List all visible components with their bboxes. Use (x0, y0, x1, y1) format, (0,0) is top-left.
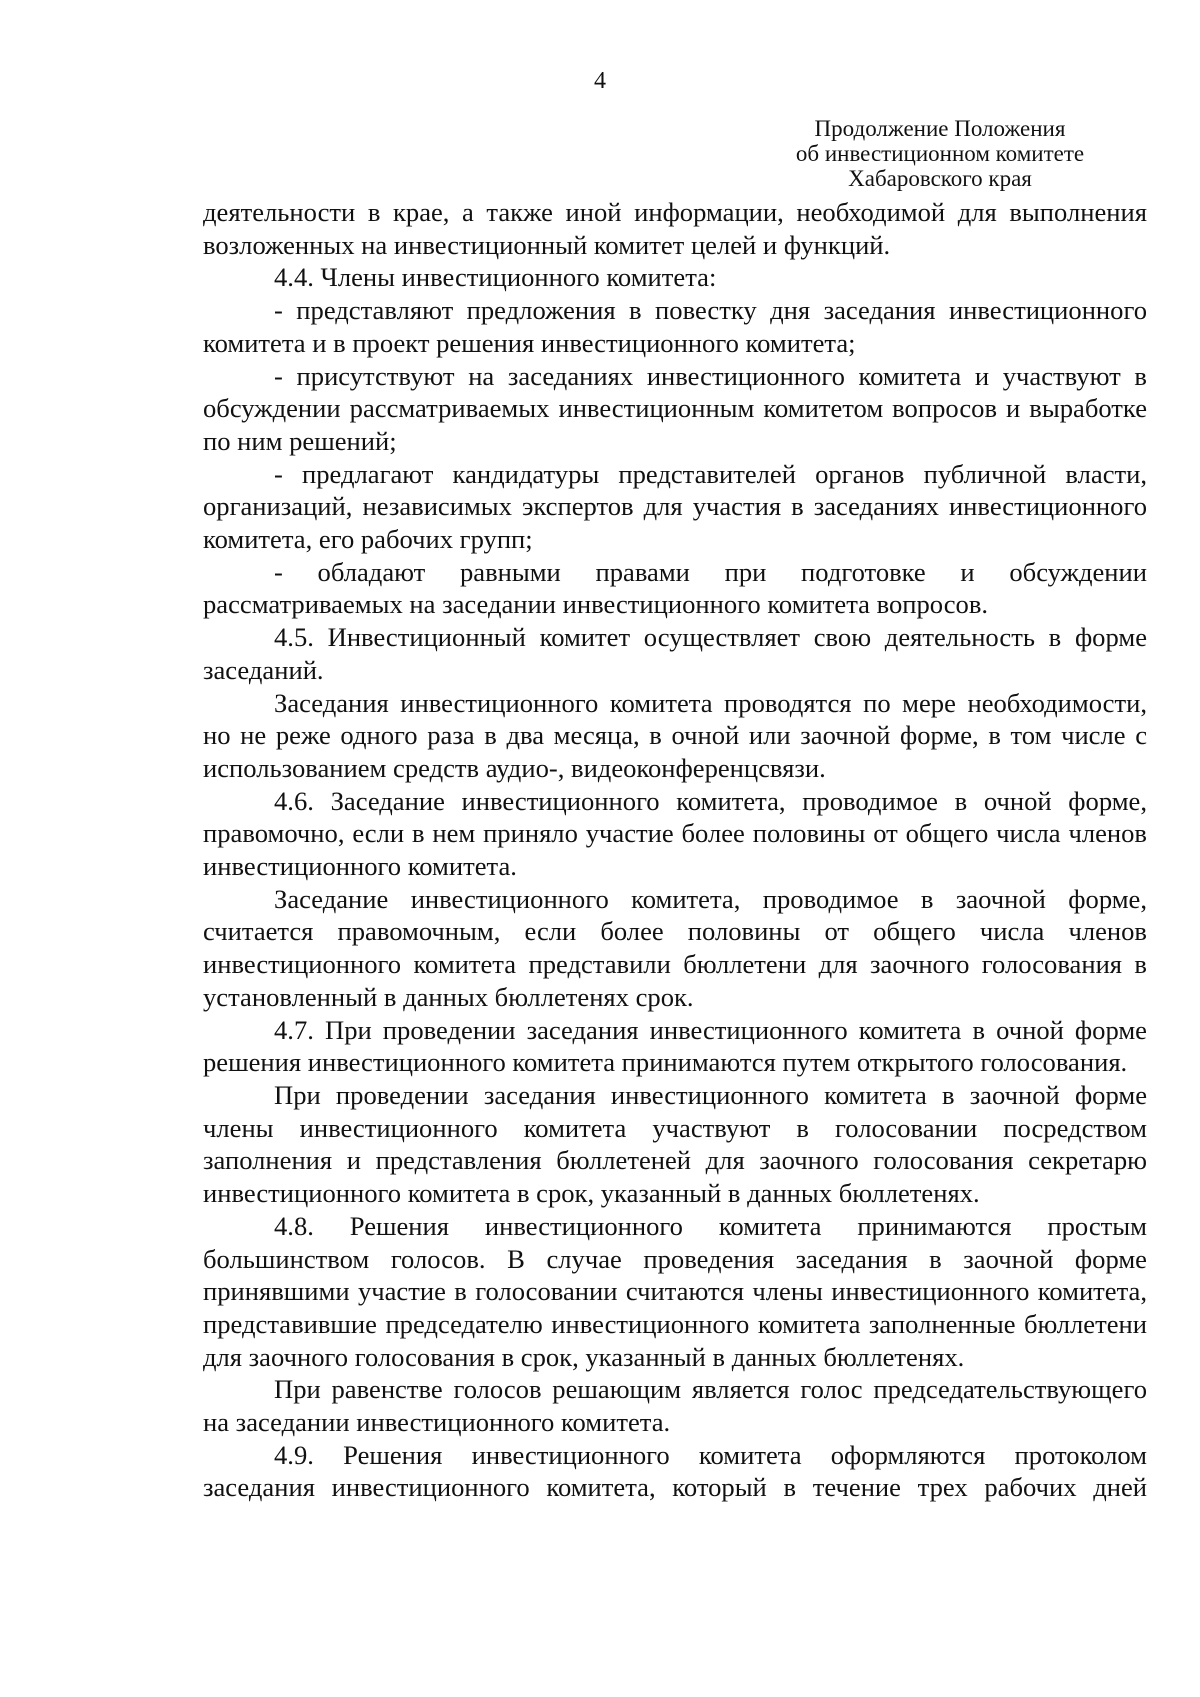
paragraph-4-7: 4.7. При проведении заседания инвестиционного комитета в очной форме решения инвестиционного комитета принимаются путем открытого голосования. (203, 1014, 1147, 1078)
continuation-line-2: об инвестиционном комитете (795, 141, 1085, 166)
continuation-header (730, 116, 1150, 191)
list-item-proposals: - представляют предложения в повестку дня заседания инвестиционного комитета и в проект решения инвестиционного комитета; (203, 295, 1147, 358)
list-item-equal-rights: - обладают равными правами при подготовке и обсуждении рассматриваемых на заседании инвестиционного комитета вопросов. (203, 556, 1147, 620)
list-item-candidates: - предлагают кандидатуры представителей органов публичной власти, организаций, независимых экспертов для участия в заседаниях инвестиционного комитета, его рабочих групп; (203, 458, 1147, 555)
continuation-line-1: Продолжение Положения (814, 116, 1066, 141)
paragraph-tie-vote: При равенстве голосов решающим является голос председательствующего на заседании инвестиционного комитета. (203, 1374, 1147, 1438)
paragraph-4-6: 4.6. Заседание инвестиционного комитета, проводимое в очной форме, правомочно, если в нем приняло участие более половины от общего числа членов инвестиционного комитета. (203, 785, 1147, 882)
document-body (203, 196, 1147, 1504)
paragraph-4-8: 4.8. Решения инвестиционного комитета принимаются простым большинством голосов. В случае проведения заседания в заочной форме принявшими участие в голосовании считаются члены инвестиционного комитета, представившие председателю инвестиционного комитета заполненные бюллетени для заочного голосования в срок, указанный в данных бюллетенях. (203, 1210, 1147, 1372)
paragraph-absentee-quorum: Заседание инвестиционного комитета, проводимое в заочной форме, считается правомочным, если более половины от общего числа членов инвестиционного комитета представили бюллетени для заочного голосования в установленный в данных бюллетенях срок. (203, 883, 1147, 1012)
paragraph-4-5: 4.5. Инвестиционный комитет осуществляет свою деятельность в форме заседаний. (203, 622, 1147, 685)
paragraph-meetings-frequency: Заседания инвестиционного комитета проводятся по мере необходимости, но не реже одного раза в два месяца, в очной или заочной форме, в том числе с использованием средств аудио-, видеоконференцсвязи. (203, 687, 1147, 783)
paragraph-4-9: 4.9. Решения инвестиционного комитета оформляются протоколом заседания инвестиционного комитета, который в течение трех рабочих дней (203, 1439, 1147, 1503)
paragraph-continued: деятельности в крае, а также иной информации, необходимой для выполнения возложенных на инвестиционный комитет целей и функций. (203, 197, 1147, 260)
page-number: 4 (594, 68, 606, 94)
paragraph-absentee-voting: При проведении заседания инвестиционного комитета в заочной форме члены инвестиционного комитета участвуют в голосовании посредством заполнения и представления бюллетеней для заочного голосования секретарю инвестиционного комитета в срок, указанный в данных бюллетенях. (203, 1079, 1147, 1209)
continuation-line-3: Хабаровского края (848, 166, 1032, 191)
list-item-attend: - присутствуют на заседаниях инвестиционного комитета и участвуют в обсуждении рассматриваемых инвестиционным комитетом вопросов и выработке по ним решений; (203, 360, 1147, 456)
paragraph-4-4: 4.4. Члены инвестиционного комитета: (274, 262, 717, 293)
